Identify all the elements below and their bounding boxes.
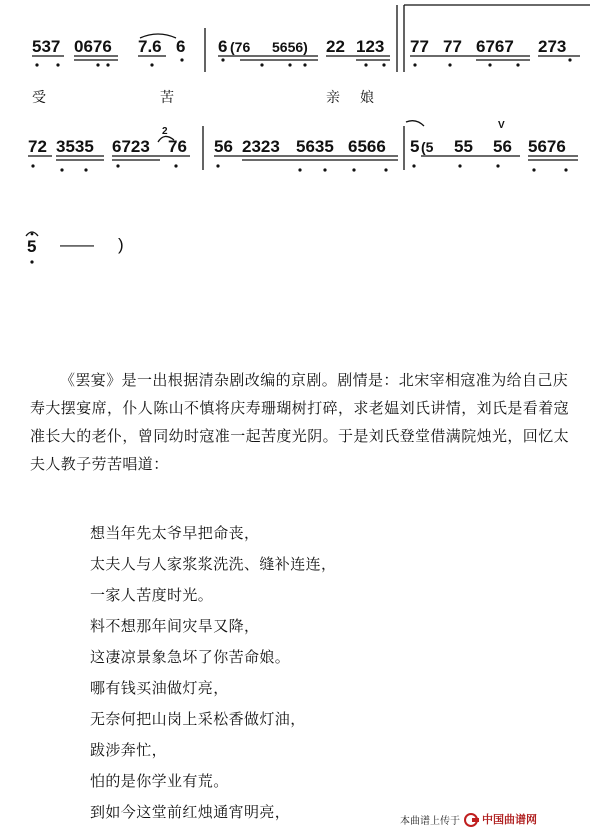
note-group: 5 <box>27 237 37 256</box>
note-group: 3535 <box>56 137 94 156</box>
note-group: 77 <box>443 37 462 56</box>
verse-line: 跋涉奔忙， <box>90 741 168 759</box>
verse-line: 到如今这堂前红烛通宵明亮， <box>90 803 291 821</box>
note-group: 76 <box>168 137 187 156</box>
note-group: 5 <box>410 137 420 156</box>
verse-line: 想当年先太爷早把命丧， <box>90 524 260 542</box>
verse-line: 哪有钱买油做灯亮， <box>90 679 229 697</box>
score-line-3 <box>26 232 124 264</box>
note-group: 273 <box>538 37 567 56</box>
lyric: 娘 <box>360 90 374 106</box>
upload-watermark <box>400 808 597 830</box>
qupu-logo-icon <box>464 812 480 826</box>
note-group: 56 <box>214 137 233 156</box>
verse-line: 料不想那年间灾旱又降， <box>90 617 260 635</box>
note-group: (76 <box>230 39 251 55</box>
note-group: 6566 <box>348 137 386 156</box>
note-group: 7.6 <box>138 37 162 56</box>
verse-line: 这凄凉景象急坏了你苦命娘。 <box>90 648 291 666</box>
lyrics-verse <box>90 518 336 828</box>
intro-paragraph: 《罢宴》是一出根据清杂剧改编的京剧。剧情是：北宋宰相寇准为给自己庆寿大摆宴席，仆人陈山不慎将庆寿珊瑚树打碎，求老媪刘氏讲情，刘氏是看着寇准长大的老仆，曾同幼时寇准一起苦度光阴。于是刘氏登堂借满院烛光，回忆太夫人教子劳苦唱道： <box>30 371 570 473</box>
verse-line: 一家人苦度时光。 <box>90 586 214 604</box>
verse-line: 怕的是你学业有荒。 <box>90 772 229 790</box>
jianpu-score <box>0 0 597 300</box>
upload-note: 本曲谱上传于 <box>400 815 460 827</box>
note-group: 6 <box>176 37 186 56</box>
note-group: 55 <box>454 137 473 156</box>
verse-line: 无奈何把山岗上采松香做灯油， <box>90 710 306 728</box>
octave-dots <box>31 164 567 171</box>
note-group: 6 <box>218 37 228 56</box>
lyric: 受 <box>32 90 46 106</box>
note-group: 6767 <box>476 37 514 56</box>
octave-dot <box>30 260 33 263</box>
closing-paren: ) <box>118 235 124 254</box>
site-name: 中国曲谱网 <box>482 813 537 826</box>
volta-curve <box>406 121 424 126</box>
note-group: 2323 <box>242 137 280 156</box>
note-group: 5656) <box>272 39 308 55</box>
note-group: 6723 <box>112 137 150 156</box>
lyric: 亲 <box>326 90 340 106</box>
note-group: 77 <box>410 37 429 56</box>
grace-note: 2 <box>162 126 168 137</box>
note-group: 5676 <box>528 137 566 156</box>
lyric: 苦 <box>160 90 174 106</box>
note-group: 0676 <box>74 37 112 56</box>
note-group: 22 <box>326 37 345 56</box>
note-group: 537 <box>32 37 61 56</box>
score-line-1 <box>32 5 590 106</box>
score-line-2 <box>28 120 578 172</box>
note-group: (5 <box>421 139 434 155</box>
breath-mark: V <box>498 120 505 131</box>
note-group: 5635 <box>296 137 334 156</box>
note-group: 56 <box>493 137 512 156</box>
sustain-dash: —— <box>60 235 94 254</box>
note-group: 123 <box>356 37 385 56</box>
note-group: 72 <box>28 137 47 156</box>
fermata-dot <box>31 233 34 236</box>
verse-line: 太夫人与人家浆浆洗洗、缝补连连， <box>90 555 337 573</box>
